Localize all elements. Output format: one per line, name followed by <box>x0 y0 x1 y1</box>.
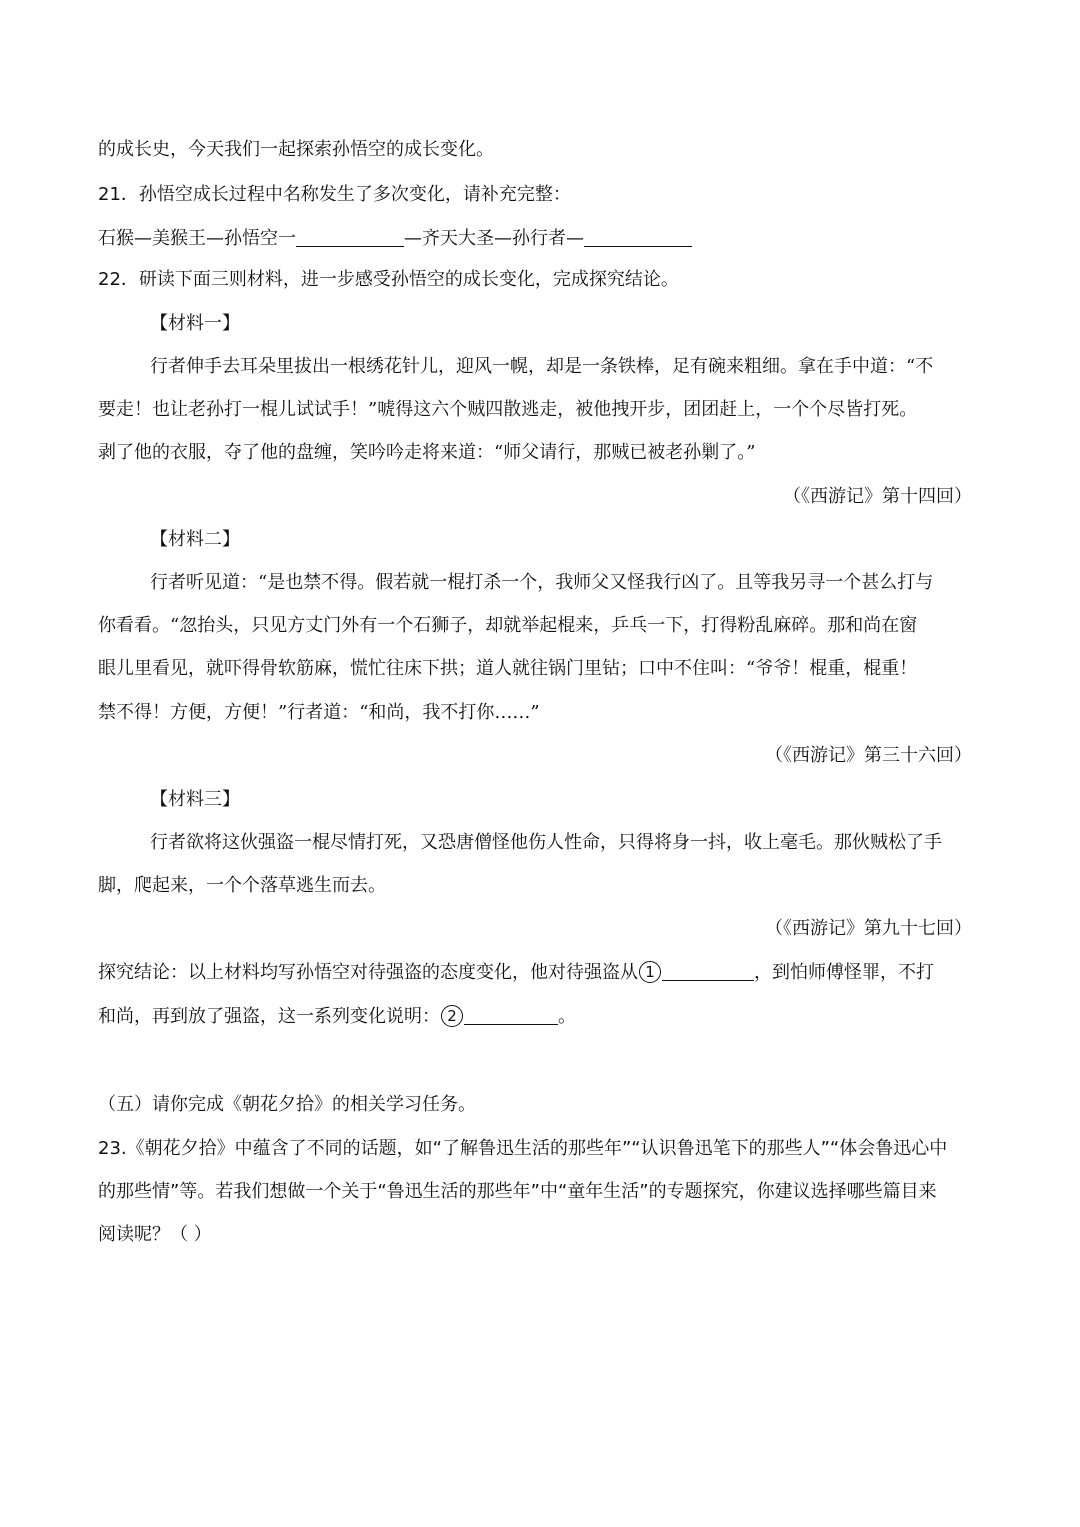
material-3-line-2: 脚，爬起来，一个个落草逃生而去。 <box>98 875 386 896</box>
intro-line: 的成长史，今天我们一起探索孙悟空的成长变化。 <box>98 139 494 160</box>
conclusion-line-2 <box>98 1004 982 1029</box>
answer-blank-4[interactable] <box>464 1004 558 1025</box>
answer-blank-1[interactable] <box>296 226 404 247</box>
question-22: 22．研读下面三则材料，进一步感受孙悟空的成长变化，完成探究结论。 <box>98 269 679 290</box>
answer-blank-3[interactable] <box>662 960 754 981</box>
material-2-line-1: 行者听见道：“是也禁不得。假若就一棍打杀一个，我师父又怪我行凶了。且等我另寻一个甚么打与 <box>150 572 934 593</box>
material-2-title: 【材料二】 <box>150 529 240 550</box>
material-2-source: （《西游记》第三十六回） <box>765 745 972 766</box>
material-2-line-3: 眼儿里看见，就吓得骨软筋麻，慌忙往床下拱；道人就往锅门里钻；口中不住叫：“爷爷！棍重，棍重！ <box>98 658 918 679</box>
material-2-line-2: 你看看。“忽抬头，只见方丈门外有一个石狮子，却就举起棍来，乒乓一下，打得粉乱麻碎。那和尚在窗 <box>98 615 918 636</box>
chain-part-a: 石猴—美猴王—孙悟空一 <box>98 228 296 249</box>
chain-part-b: —齐天大圣—孙行者— <box>404 228 584 249</box>
material-1-title: 【材料一】 <box>150 313 240 334</box>
material-1-line-3: 剥了他的衣服，夺了他的盘缠，笑吟吟走将来道：“师父请行，那贼已被老孙剿了。” <box>98 442 756 463</box>
conclusion-text-c: 和尚，再到放了强盗，这一系列变化说明： <box>98 1006 440 1027</box>
material-3-line-1: 行者欲将这伙强盗一棍尽情打死，又恐唐僧怪他伤人性命，只得将身一抖，收上毫毛。那伙贼松了手 <box>150 832 942 853</box>
question-23-line-1: 23.《朝花夕拾》中蕴含了不同的话题，如“了解鲁迅生活的那些年”“认识鲁迅笔下的那些人”“体会鲁迅心中 <box>98 1138 948 1159</box>
conclusion-text-a: 探究结论：以上材料均写孙悟空对待强盗的态度变化，他对待强盗从 <box>98 962 638 983</box>
material-2-line-4: 禁不得！方便，方便！”行者道：“和尚，我不打你……” <box>98 702 540 723</box>
question-21-chain <box>98 226 982 251</box>
answer-blank-2[interactable] <box>584 226 692 247</box>
material-3-source: （《西游记》第九十七回） <box>765 918 972 939</box>
section-5-heading: （五）请你完成《朝花夕拾》的相关学习任务。 <box>98 1094 476 1115</box>
circle-number-2: 2 <box>441 1005 463 1027</box>
material-3-title: 【材料三】 <box>150 789 240 810</box>
material-1-source: （《西游记》第十四回） <box>783 486 972 507</box>
conclusion-text-d: 。 <box>558 1006 576 1027</box>
material-1-line-1: 行者伸手去耳朵里拔出一根绣花针儿，迎风一幌，却是一条铁棒，足有碗来粗细。拿在手中道：“不 <box>150 356 934 377</box>
conclusion-text-b: ，到怕师傅怪罪，不打 <box>754 962 934 983</box>
material-1-line-2: 要走！也让老孙打一棍儿试试手！”唬得这六个贼四散逃走，被他拽开步，团团赶上，一个个尽皆打死。 <box>98 399 918 420</box>
question-21: 21．孙悟空成长过程中名称发生了多次变化，请补充完整： <box>98 184 571 205</box>
conclusion-line-1 <box>98 960 982 985</box>
question-23-line-3: 阅读呢？（ ） <box>98 1224 212 1245</box>
question-23-line-2: 的那些情”等。若我们想做一个关于“鲁迅生活的那些年”中“童年生活”的专题探究，你建议选择哪些篇目来 <box>98 1181 937 1202</box>
circle-number-1: 1 <box>639 961 661 983</box>
